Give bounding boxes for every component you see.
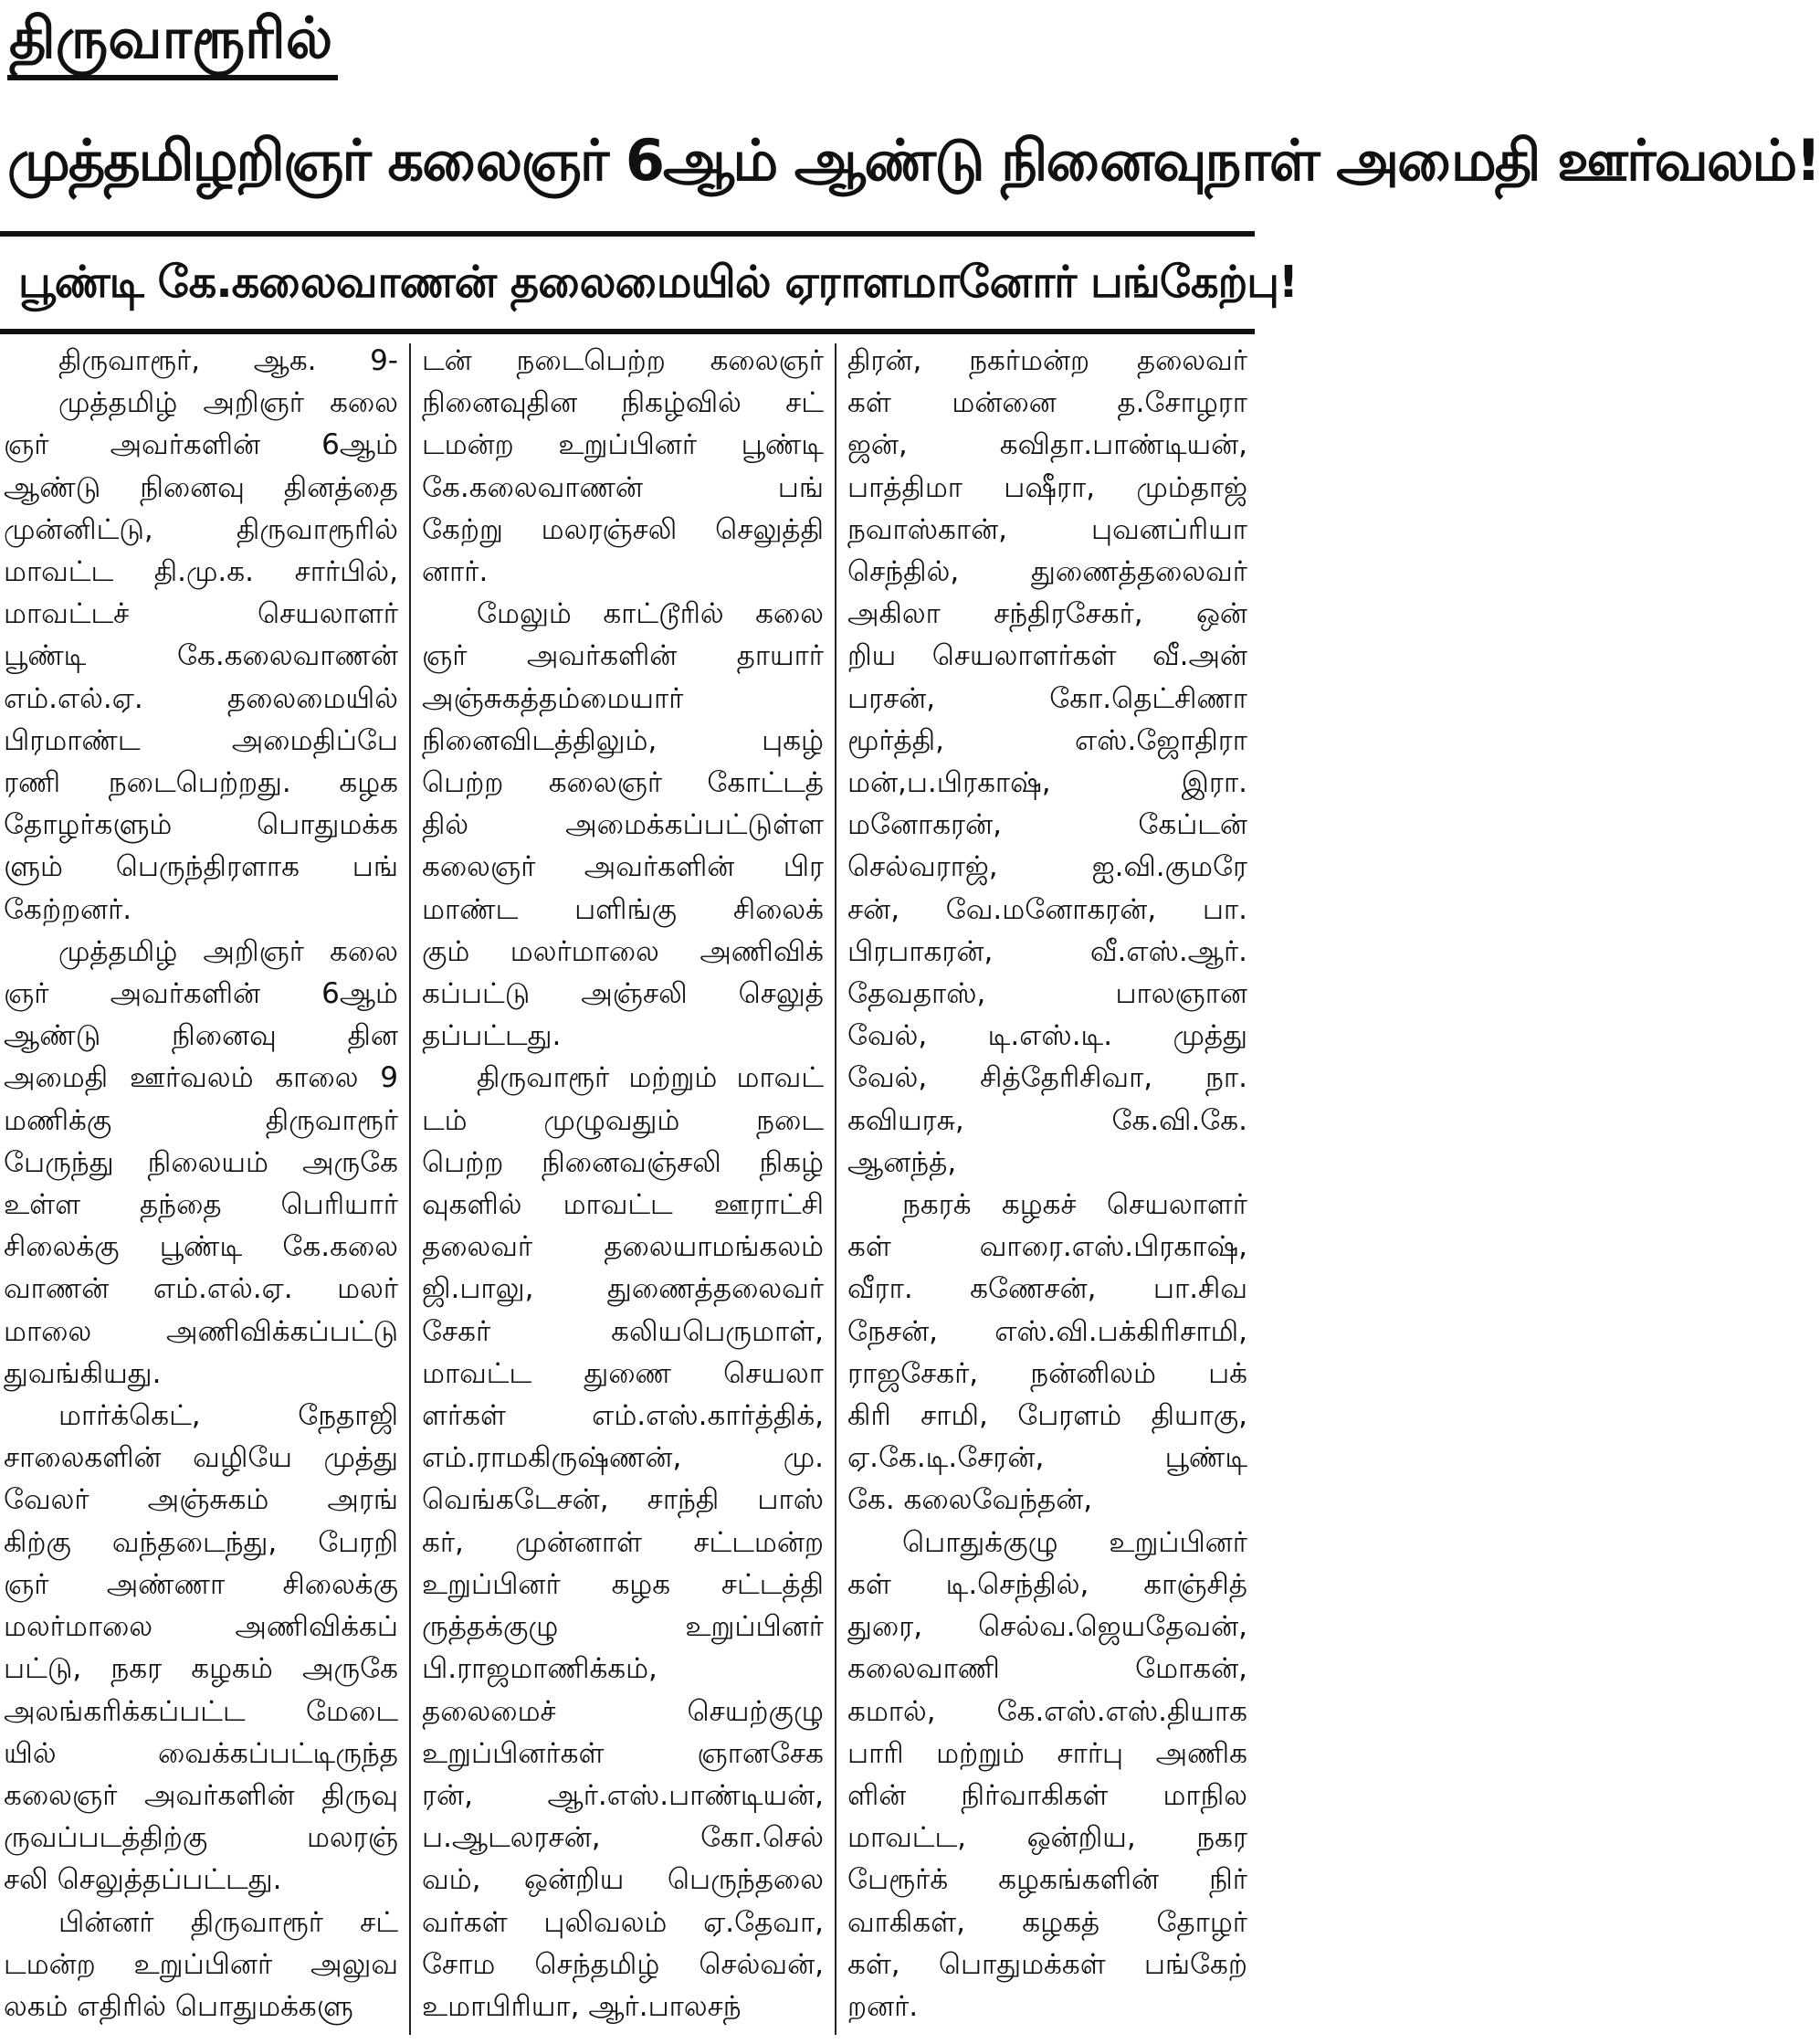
column-divider <box>835 343 836 2035</box>
article-line: நினைவுதின நிகழ்வில் சட் <box>422 386 824 420</box>
article-line: அலங்கரிக்கப்பட்ட மேடை <box>4 1694 398 1728</box>
article-line: பேரூர்க் கழகங்களின் நிர் <box>847 1863 1247 1897</box>
article-line: யில் வைக்கப்பட்டிருந்த <box>4 1736 398 1770</box>
article-line: நினைவிடத்திலும், புகழ் <box>422 723 824 757</box>
article-line: பி.ராஜமாணிக்கம், <box>422 1652 658 1686</box>
article-line: ஜி.பாலு, துணைத்தலைவர் <box>422 1272 824 1306</box>
article-line: மாண்ட பளிங்கு சிலைக் <box>422 892 824 926</box>
article-line: சோம செந்தமிழ் செல்வன், <box>422 1947 824 1981</box>
article-line: மாவட்ட, ஒன்றிய, நகர <box>847 1821 1247 1855</box>
article-line: வம், ஒன்றிய பெருந்தலை <box>422 1863 824 1897</box>
article-line: ஆனந்த், <box>847 1145 957 1179</box>
article-line: பாத்திமா பஷீரா, மும்தாஜ் <box>847 470 1247 504</box>
article-line: பெற்ற நினைவஞ்சலி நிகழ் <box>422 1145 824 1179</box>
article-line: வேல், டி.எஸ்.டி. முத்து <box>847 1019 1247 1053</box>
article-line: ருத்தக்குழு உறுப்பினர் <box>422 1610 824 1644</box>
article-line: கிரி சாமி, பேரளம் தியாகு, <box>847 1399 1247 1433</box>
article-line: சாலைகளின் வழியே முத்து <box>4 1441 398 1475</box>
article-line: மலர்மாலை அணிவிக்கப் <box>4 1610 398 1644</box>
article-column-2 <box>422 340 824 2040</box>
article-line: டமன்ற உறுப்பினர் அலுவ <box>4 1947 398 1981</box>
article-line: மாவட்ட தி.மு.க. சார்பில், <box>4 555 398 589</box>
article-line: கும் மலர்மாலை அணிவிக் <box>422 934 824 968</box>
article-line: மனோகரன், கேப்டன் <box>847 808 1247 842</box>
article-line: றிய செயலாளர்கள் வீ.அன் <box>847 639 1247 673</box>
article-line: ஞர் அவர்களின் 6ஆம் <box>4 977 398 1011</box>
article-line: மேலும் காட்டூரில் கலை <box>477 597 824 631</box>
article-line: பெற்ற கலைஞர் கோட்டத் <box>422 766 824 800</box>
article-line: ராஜசேகர், நன்னிலம் பக் <box>847 1356 1247 1390</box>
article-line: டன் நடைபெற்ற கலைஞர் <box>422 344 824 377</box>
article-line: வாகிகள், கழகத் தோழர் <box>847 1905 1247 1939</box>
kicker-location: திருவாரூரில் <box>7 2 338 80</box>
article-line: சேகர் கலியபெருமாள், <box>422 1314 824 1348</box>
article-line: ஞர் அவர்களின் 6ஆம் <box>4 428 398 462</box>
article-line: மூர்த்தி, எஸ்.ஜோதிரா <box>847 723 1247 757</box>
article-line: தேவதாஸ், பாலஞான <box>847 977 1247 1011</box>
article-line: ளின் நிர்வாகிகள் மாநில <box>847 1778 1247 1812</box>
headline: முத்தமிழறிஞர் கலைஞர் 6ஆம் ஆண்டு நினைவுநாள் அமைதி ஊர்வலம்! <box>7 127 1820 194</box>
article-line: முத்தமிழ் அறிஞர் கலை <box>58 934 398 968</box>
article-line: ஆண்டு நினைவு தின <box>4 1019 398 1053</box>
article-line: நவாஸ்கான், புவனப்ரியா <box>847 512 1247 546</box>
article-line: வேல், சித்தேரிசிவா, நா. <box>847 1061 1247 1095</box>
article-line: அமைதி ஊர்வலம் காலை 9 <box>4 1061 398 1095</box>
article-line: ளும் பெருந்திரளாக பங் <box>4 850 398 884</box>
article-line: கர், முன்னாள் சட்டமன்ற <box>422 1525 824 1559</box>
article-line: பரசன், கோ.தெட்சிணா <box>847 681 1247 715</box>
article-line: ளர்கள் எம்.எஸ்.கார்த்திக், <box>422 1399 824 1433</box>
article-line: கமால், கே.எஸ்.எஸ்.தியாக <box>847 1694 1247 1728</box>
article-line: துரை, செல்வ.ஜெயதேவன், <box>847 1610 1247 1644</box>
article-line: கலைஞர் அவர்களின் திருவு <box>4 1778 398 1812</box>
article-line: செந்தில், துணைத்தலைவர் <box>847 555 1247 589</box>
article-body <box>0 340 1255 2040</box>
article-line: மாவட்ட துணை செயலா <box>422 1356 824 1390</box>
article-line: கலைவாணி மோகன், <box>847 1652 1247 1686</box>
article-line: கிற்கு வந்தடைந்து, பேரறி <box>4 1525 398 1559</box>
article-line: ரணி நடைபெற்றது. கழக <box>4 766 398 800</box>
subheadline: பூண்டி கே.கலைவாணன் தலைமையில் ஏராளமானோர் பங்கேற்பு! <box>18 257 1298 308</box>
article-line: மணிக்கு திருவாரூர் <box>4 1103 398 1137</box>
column-divider <box>409 343 411 2035</box>
article-line: கப்பட்டு அஞ்சலி செலுத் <box>422 977 824 1011</box>
article-line: டம் முழுவதும் நடை <box>422 1103 824 1137</box>
article-line: உமாபிரியா, ஆர்.பாலசந் <box>422 1989 742 2023</box>
article-line: ஞர் அண்ணா சிலைக்கு <box>4 1567 398 1601</box>
article-line: எம்.எல்.ஏ. தலைமையில் <box>4 681 398 715</box>
article-line: மாலை அணிவிக்கப்பட்டு <box>4 1314 398 1348</box>
article-line: பேருந்து நிலையம் அருகே <box>4 1145 398 1179</box>
article-line: அஞ்சுகத்தம்மையார் <box>422 681 684 715</box>
article-line: கே.கலைவாணன் பங் <box>422 470 824 504</box>
article-line: செல்வராஜ், ஐ.வி.குமரே <box>847 850 1247 884</box>
article-line: திருவாரூர், ஆக. 9- <box>58 344 398 377</box>
article-line: தோழர்களும் பொதுமக்க <box>4 808 398 842</box>
article-line: உள்ள தந்தை பெரியார் <box>4 1188 398 1222</box>
article-line: வீரா. கணேசன், பா.சிவ <box>847 1272 1247 1306</box>
article-line: சன், வே.மனோகரன், பா. <box>847 892 1247 926</box>
divider-rule <box>0 329 1255 334</box>
article-line: திரன், நகர்மன்ற தலைவர் <box>847 344 1247 377</box>
article-line: பொதுக்குழு உறுப்பினர் <box>902 1525 1247 1559</box>
article-line: பிரபாகரன், வீ.எஸ்.ஆர். <box>847 934 1247 968</box>
article-line: நகரக் கழகச் செயலாளர் <box>902 1188 1247 1222</box>
article-line: முன்னிட்டு, திருவாரூரில் <box>4 512 398 546</box>
article-line: ஞர் அவர்களின் தாயார் <box>422 639 824 673</box>
article-line: தலைமைச் செயற்குழு <box>422 1694 824 1728</box>
article-line: உறுப்பினர்கள் ஞானசேக <box>422 1736 824 1770</box>
article-line: றனர். <box>847 1989 919 2023</box>
article-line: சலி செலுத்தப்பட்டது. <box>4 1863 282 1897</box>
article-line: சிலைக்கு பூண்டி கே.கலை <box>4 1230 398 1264</box>
article-line: பிரமாண்ட அமைதிப்பே <box>4 723 398 757</box>
article-line: மாவட்டச் செயலாளர் <box>4 597 398 631</box>
article-line: கள், பொதுமக்கள் பங்கேற் <box>847 1947 1247 1981</box>
article-column-1 <box>4 340 398 2040</box>
article-line: னார். <box>422 555 489 589</box>
article-line: ஏ.கே.டி.சேரன், பூண்டி <box>847 1441 1247 1475</box>
article-line: பூண்டி கே.கலைவாணன் <box>4 639 398 673</box>
article-line: ரன், ஆர்.எஸ்.பாண்டியன், <box>422 1778 824 1812</box>
article-line: கள் வாரை.எஸ்.பிரகாஷ், <box>847 1230 1247 1264</box>
article-line: வுகளில் மாவட்ட ஊராட்சி <box>422 1188 824 1222</box>
article-line: வெங்கடேசன், சாந்தி பாஸ் <box>422 1483 824 1517</box>
article-line: நேசன், எஸ்.வி.பக்கிரிசாமி, <box>847 1314 1247 1348</box>
article-line: கே. கலைவேந்தன், <box>847 1483 1093 1517</box>
article-line: கேற்று மலரஞ்சலி செலுத்தி <box>422 512 824 546</box>
article-line: தலைவர் தலையாமங்கலம் <box>422 1230 824 1264</box>
article-line: லகம் எதிரில் பொதுமக்களு <box>4 1989 353 2023</box>
article-line: ருவப்படத்திற்கு மலரஞ் <box>4 1821 398 1855</box>
article-line: மார்க்கெட், நேதாஜி <box>58 1399 398 1433</box>
article-line: ப.ஆடலரசன், கோ.செல் <box>422 1821 824 1855</box>
article-line: டமன்ற உறுப்பினர் பூண்டி <box>422 428 824 462</box>
article-line: மன்,ப.பிரகாஷ், இரா. <box>847 766 1247 800</box>
article-line: ஆண்டு நினைவு தினத்தை <box>4 470 398 504</box>
article-line: கவியரசு, கே.வி.கே. <box>847 1103 1247 1137</box>
article-line: ஜன், கவிதா.பாண்டியன், <box>847 428 1247 462</box>
article-line: கள் டி.செந்தில், காஞ்சித் <box>847 1567 1247 1601</box>
article-line: தில் அமைக்கப்பட்டுள்ள <box>422 808 824 842</box>
article-line: உறுப்பினர் கழக சட்டத்தி <box>422 1567 824 1601</box>
article-line: தப்பட்டது. <box>422 1019 562 1053</box>
article-line: முத்தமிழ் அறிஞர் கலை <box>58 386 398 420</box>
article-line: கள் மன்னை த.சோழரா <box>847 386 1247 420</box>
article-line: பின்னர் திருவாரூர் சட் <box>58 1905 398 1939</box>
article-line: வேலர் அஞ்சுகம் அரங் <box>4 1483 398 1517</box>
article-line: திருவாரூர் மற்றும் மாவட் <box>477 1061 824 1095</box>
article-line: துவங்கியது. <box>4 1356 162 1390</box>
article-line: பாரி மற்றும் சார்பு அணிக <box>847 1736 1247 1770</box>
article-line: பட்டு, நகர கழகம் அருகே <box>4 1652 398 1686</box>
article-line: அகிலா சந்திரசேகர், ஒன் <box>847 597 1247 631</box>
divider-rule <box>0 231 1255 237</box>
article-line: எம்.ராமகிருஷ்ணன், மு. <box>422 1441 824 1475</box>
article-line: கேற்றனர். <box>4 892 132 926</box>
article-line: வர்கள் புலிவலம் ஏ.தேவா, <box>422 1905 824 1939</box>
article-line: கலைஞர் அவர்களின் பிர <box>422 850 824 884</box>
article-line: வாணன் எம்.எல்.ஏ. மலர் <box>4 1272 398 1306</box>
article-column-3 <box>847 340 1247 2040</box>
